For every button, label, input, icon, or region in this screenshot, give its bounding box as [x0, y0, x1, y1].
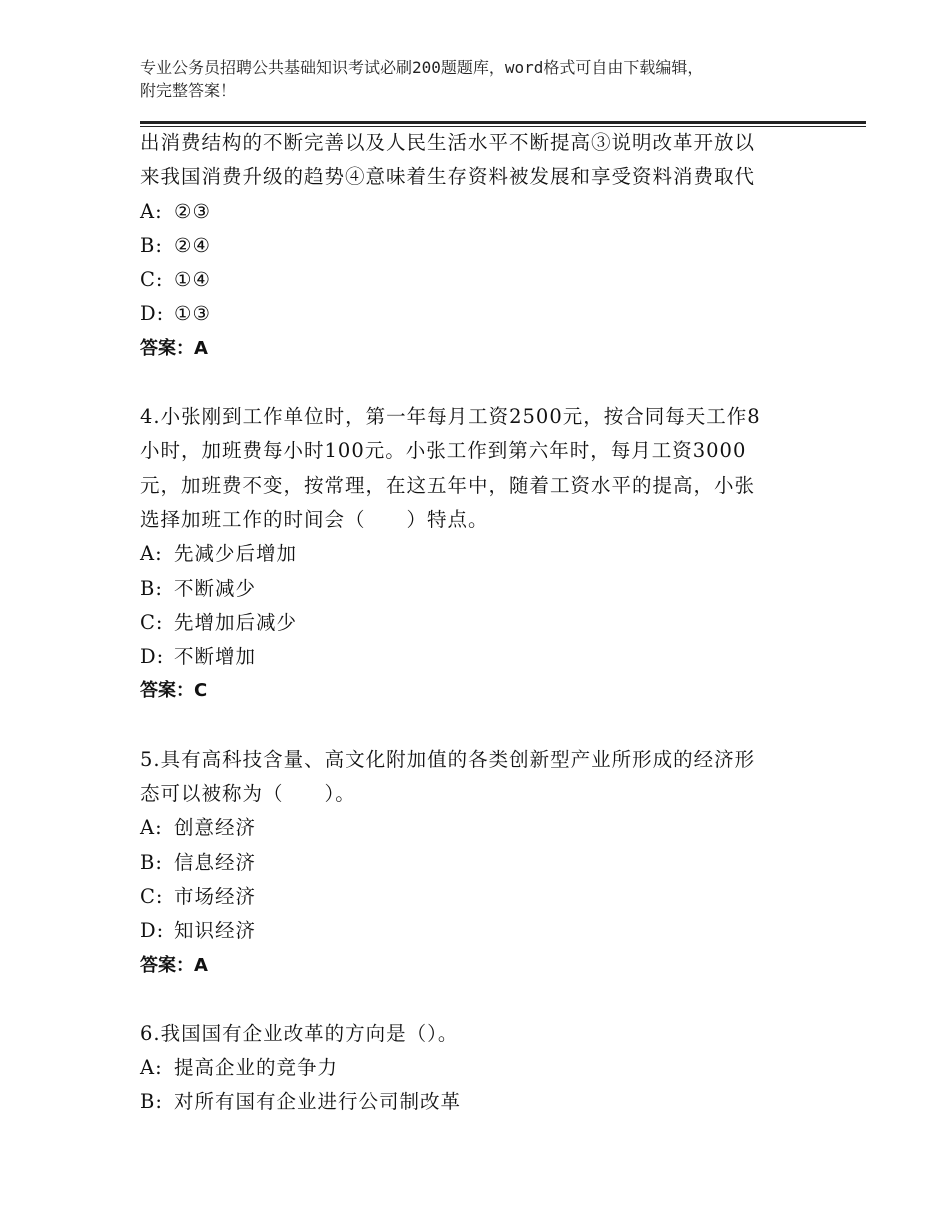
q5-stem-line-1: 5.具有高科技含量、高文化附加值的各类创新型产业所形成的经济形 [140, 747, 756, 771]
q4-option-c: C: 先增加后减少 [140, 610, 298, 634]
q3-option-b: B: ②④ [140, 233, 211, 257]
q4-stem-line-1: 4.小张刚到工作单位时，第一年每月工资2500元，按合同每天工作8 [140, 405, 761, 429]
q3-option-a: A: ②③ [140, 199, 211, 223]
q4-stem-line-2: 小时，加班费每小时100元。小张工作到第六年时，每月工资3000 [140, 439, 747, 463]
q4-option-b: B: 不断减少 [140, 576, 257, 600]
q3-continuation-line-2: 来我国消费升级的趋势④意味着生存资料被发展和享受资料消费取代 [140, 165, 756, 189]
q3-option-c: C: ①④ [140, 268, 211, 292]
question-content [140, 126, 800, 1120]
header-line-2: 附完整答案！ [140, 81, 237, 100]
page-header [140, 56, 820, 102]
q4-option-d: D: 不断增加 [140, 645, 257, 669]
q6-option-a: A: 提高企业的竞争力 [140, 1056, 339, 1080]
q5-option-c: C: 市场经济 [140, 884, 257, 908]
q4-answer: 答案：C [140, 680, 208, 702]
q5-answer: 答案：A [140, 954, 208, 976]
q5-option-b: B: 信息经济 [140, 850, 257, 874]
q4-option-a: A: 先减少后增加 [140, 542, 298, 566]
q4-stem-line-4: 选择加班工作的时间会（ ）特点。 [140, 507, 489, 531]
q5-option-d: D: 知识经济 [140, 919, 257, 943]
q6-stem-line-1: 6.我国国有企业改革的方向是（）。 [140, 1021, 459, 1045]
header-line-1: 专业公务员招聘公共基础知识考试必刷200题题库，word格式可自由下载编辑， [140, 58, 704, 77]
q5-option-a: A: 创意经济 [140, 816, 257, 840]
q3-option-d: D: ①③ [140, 302, 211, 326]
header-rule-thick [140, 121, 866, 124]
q3-answer: 答案：A [140, 337, 208, 359]
q5-stem-line-2: 态可以被称为（ ）。 [140, 782, 356, 806]
q6-option-b: B: 对所有国有企业进行公司制改革 [140, 1090, 462, 1114]
q4-stem-line-3: 元，加班费不变，按常理，在这五年中，随着工资水平的提高，小张 [140, 473, 756, 497]
q3-continuation-line-1: 出消费结构的不断完善以及人民生活水平不断提高③说明改革开放以 [140, 131, 756, 154]
